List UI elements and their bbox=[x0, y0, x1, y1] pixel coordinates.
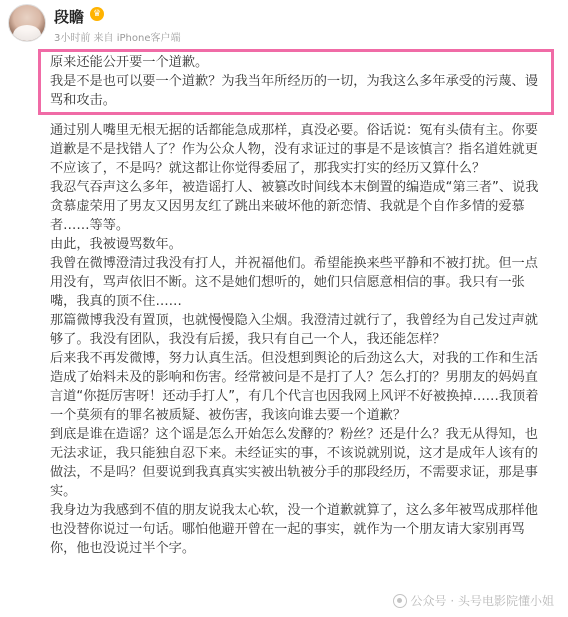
wechat-icon bbox=[393, 594, 407, 608]
body-paragraph: 通过别人嘴里无根无据的话都能急成那样，真没必要。俗话说：冤有头债有主。你要道歉是不是找错人了？作为公众人物，没有求证过的事是不是该慎言？指名道姓就更不应该了，不是吗？就这都让你觉得委屈了，那我实打实的经历又算什么？ bbox=[50, 123, 538, 176]
highlight-line: 原来还能公开要一个道歉。 bbox=[50, 55, 209, 70]
watermark-text: 公众号 · 头号电影院懂小姐 bbox=[410, 594, 554, 608]
author-name[interactable]: 段瞻 bbox=[54, 8, 85, 26]
body-paragraph: 我身边为我感到不值的朋友说我太心软，没一个道歉就算了，这么多年被骂成那样他也没替你说过一句话。哪怕他避开曾在一起的事实，就作为一个朋友请大家别再骂你，他也没说过半个字。 bbox=[50, 503, 538, 556]
post-header bbox=[0, 0, 568, 50]
body-paragraph: 我曾在微博澄清过我没有打人，并祝福他们。希望能换来些平静和不被打扰。但一点用没有，骂声依旧不断。这不是她们想听的，她们只信愿意相信的事。我只有一张嘴，我真的顶不住…… bbox=[50, 256, 538, 309]
avatar[interactable] bbox=[8, 4, 46, 42]
body-paragraph: 由此，我被谩骂数年。 bbox=[50, 237, 182, 252]
body-paragraph: 那篇微博我没有置顶，也就慢慢隐入尘烟。我澄清过就行了，我曾经为自己发过声就够了。我没有团队，我没有后援，我只有自己一个人，我还能怎样？ bbox=[50, 313, 538, 347]
body-paragraph: 后来我不再发微博，努力认真生活。但没想到舆论的后劲这么大，对我的工作和生活造成了始料未及的影响和伤害。经常被问是不是打了人？怎么打的？男朋友的妈妈直言道“你挺厉害呀！还动手打人”，有几个代言也因我网上风评不好被换掉……我顶着一个莫须有的罪名被质疑、被伤害，我该向谁去要一个道歉？ bbox=[50, 351, 539, 423]
highlighted-quote bbox=[38, 49, 554, 115]
vip-crown-icon: ♛ bbox=[90, 7, 104, 21]
body-paragraph: 我忍气吞声这么多年，被造谣打人、被篡改时间线本末倒置的编造成“第三者”、说我贪慕虚荣用了男友又因男友红了跳出来破坏他的新恋情、我就是个自作多情的爱慕者……等等。 bbox=[50, 180, 539, 233]
watermark bbox=[393, 592, 554, 609]
post-meta: 3小时前 来自 iPhone客户端 bbox=[54, 33, 181, 44]
body-paragraph: 到底是谁在造谣？这个谣是怎么开始怎么发酵的？粉丝？还是什么？我无从得知，也无法求证，我只能独自忍下来。未经证实的事，不该说就别说，这才是成年人该有的做法，不是吗？但要说到我真真实实被出轨被分手的那段经历，不需要求证，那是事实。 bbox=[50, 427, 538, 499]
highlight-line: 我是不是也可以要一个道歉？为我当年所经历的一切，为我这么多年承受的污蔑、谩骂和攻击。 bbox=[50, 74, 538, 108]
post-body bbox=[50, 49, 550, 558]
